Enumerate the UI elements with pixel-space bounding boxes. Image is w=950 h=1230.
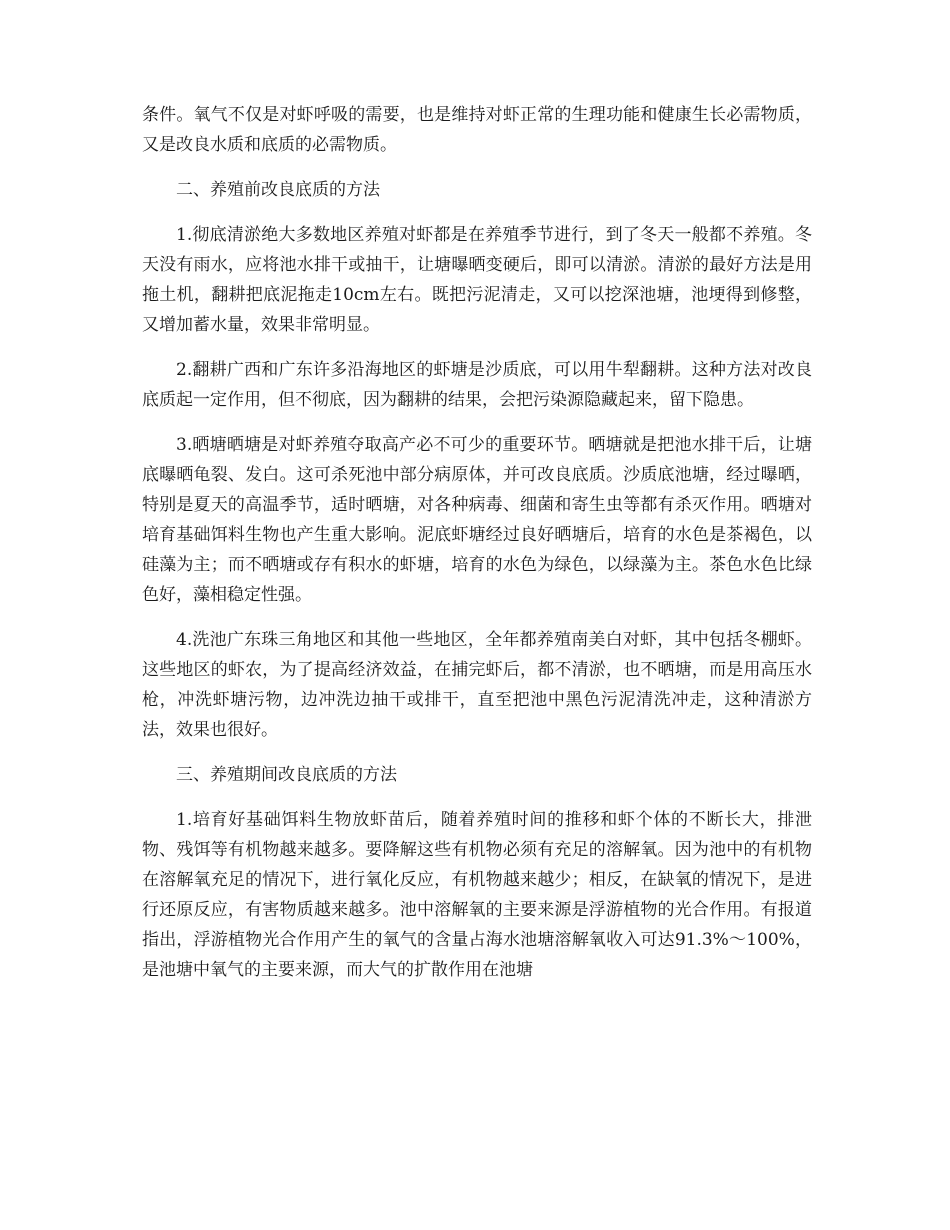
paragraph-base-food-organisms: 1.培育好基础饵料生物放虾苗后，随着养殖时间的推移和虾个体的不断长大，排泄物、残饵等有机物越来越多。要降解这些有机物必须有充足的溶解氧。因为池中的有机物在溶解氧充足的情况下，进行氧化反应，有机物越来越少；相反，在缺氧的情况下，是进行还原反应，有害物质越来越多。池中溶解氧的主要来源是浮游植物的光合作用。有报道指出，浮游植物光合作用产生的氧气的含量占海水池塘溶解氧收入可达91.3%～100%，是池塘中氧气的主要来源，而大气的扩散作用在池塘 (142, 810, 812, 980)
section-heading-2: 二、养殖前改良底质的方法 (176, 180, 380, 200)
paragraph-plowing: 2.翻耕广西和广东许多沿海地区的虾塘是沙质底，可以用牛犁翻耕。这种方法对改良底质起一定作用，但不彻底，因为翻耕的结果，会把污染源隐藏起来，留下隐患。 (142, 360, 812, 410)
paragraph-continued: 条件。氧气不仅是对虾呼吸的需要，也是维持对虾正常的生理功能和健康生长必需物质，又是改良水质和底质的必需物质。 (142, 105, 812, 155)
paragraph-thorough-dredging: 1.彻底清淤绝大多数地区养殖对虾都是在养殖季节进行，到了冬天一般都不养殖。冬天没有雨水，应将池水排干或抽干，让塘曝晒变硬后，即可以清淤。清淤的最好方法是用拖土机，翻耕把底泥拖走10cm左右。既把污泥清走，又可以挖深池塘，池埂得到修整，又增加蓄水量，效果非常明显。 (142, 225, 812, 335)
section-heading-3: 三、养殖期间改良底质的方法 (176, 765, 397, 785)
paragraph-pond-drying: 3.晒塘晒塘是对虾养殖夺取高产必不可少的重要环节。晒塘就是把池水排干后，让塘底曝晒龟裂、发白。这可杀死池中部分病原体，并可改良底质。沙质底池塘，经过曝晒，特别是夏天的高温季节，适时晒塘，对各种病毒、细菌和寄生虫等都有杀灭作用。晒塘对培育基础饵料生物也产生重大影响。泥底虾塘经过良好晒塘后，培育的水色是茶褐色，以硅藻为主；而不晒塘或存有积水的虾塘，培育的水色为绿色，以绿藻为主。茶色水色比绿色好，藻相稳定性强。 (142, 435, 812, 605)
document-body (142, 100, 812, 1000)
paragraph-pond-washing: 4.洗池广东珠三角地区和其他一些地区，全年都养殖南美白对虾，其中包括冬棚虾。这些地区的虾农，为了提高经济效益，在捕完虾后，都不清淤，也不晒塘，而是用高压水枪，冲洗虾塘污物，边冲洗边抽干或排干，直至把池中黑色污泥清洗冲走，这种清淤方法，效果也很好。 (142, 630, 812, 740)
